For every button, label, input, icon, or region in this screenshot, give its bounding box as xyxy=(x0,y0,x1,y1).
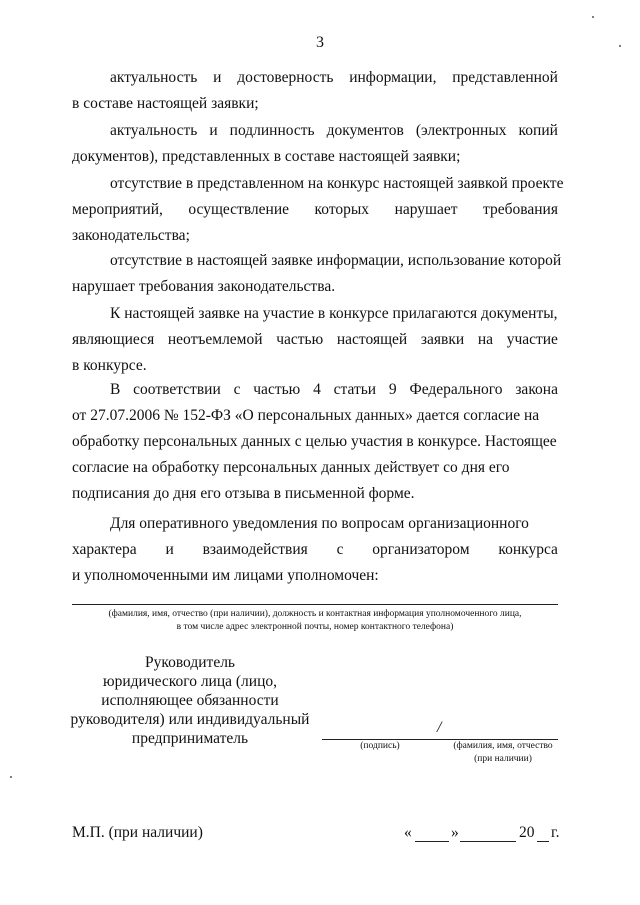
text-run: частью xyxy=(253,381,301,398)
paragraph-line xyxy=(110,304,558,324)
paragraph-line xyxy=(110,251,562,271)
text-run: документов xyxy=(326,122,404,139)
scan-speck xyxy=(619,45,621,47)
date-close-quote: » xyxy=(451,824,459,841)
text-run: которых xyxy=(314,201,370,218)
paragraph-line xyxy=(72,94,558,114)
name-caption-line-2: (при наличии) xyxy=(474,754,532,764)
contact-line xyxy=(72,604,558,605)
text-run: закона xyxy=(515,381,558,398)
paragraph-line xyxy=(72,484,558,504)
text-run: являющиеся xyxy=(72,331,155,348)
text-run: осуществление xyxy=(188,201,290,218)
text-run: копий xyxy=(518,122,558,139)
text-run: характера xyxy=(72,541,137,558)
text-run: конкурса xyxy=(498,541,558,558)
text-run: информации, xyxy=(349,69,437,86)
stamp-label: М.П. (при наличии) xyxy=(72,824,203,841)
text-run: взаимодействия xyxy=(202,541,308,558)
text-run: согласие на обработку персональных данных действует со дня его xyxy=(72,459,510,476)
paragraph-line xyxy=(110,380,558,400)
text-run: соответствии xyxy=(133,381,221,398)
text-run: подлинность xyxy=(229,122,315,139)
text-run: 9 xyxy=(388,381,397,398)
text-run: отсутствие в представленном на конкурс настоящей заявкой проекте xyxy=(110,175,564,192)
text-run: требования xyxy=(483,201,558,218)
text-run: нарушает требования законодательства. xyxy=(72,278,336,295)
text-run: и xyxy=(165,541,174,558)
head-block-line-4: руководителя) или индивидуальный xyxy=(70,711,310,728)
text-run: и уполномоченными им лицами уполномочен: xyxy=(72,567,379,584)
text-run: документов), представленных в составе настоящей заявки; xyxy=(72,148,461,165)
year-prefix: 20 xyxy=(519,824,535,841)
date-month-blank xyxy=(460,841,516,842)
date-open-quote: « xyxy=(404,824,412,841)
paragraph-line xyxy=(72,277,558,297)
text-run: с xyxy=(336,541,344,558)
text-run: отсутствие в настоящей заявке информации, использование которой xyxy=(110,252,562,269)
page-number: 3 xyxy=(316,34,324,51)
paragraph-line xyxy=(110,68,558,88)
paragraph-line xyxy=(72,200,558,220)
text-run: 4 xyxy=(313,381,321,398)
text-run: статьи xyxy=(333,381,377,398)
text-run: актуальность xyxy=(110,69,198,86)
paragraph-line xyxy=(72,356,558,376)
paragraph-line xyxy=(72,330,558,350)
paragraph-line xyxy=(110,174,564,194)
year-suffix: г. xyxy=(551,824,560,841)
text-run: мероприятий, xyxy=(72,201,163,218)
text-run: и xyxy=(213,69,222,86)
text-run: Для оперативного уведомления по вопросам организационного xyxy=(110,515,529,532)
text-run: законодательства; xyxy=(72,227,190,244)
text-run: К настоящей заявке на участие в конкурсе прилагаются документы, xyxy=(110,305,558,322)
text-run: частью xyxy=(276,331,324,348)
text-run: обработку персональных данных с целью участия в конкурсе. Настоящее xyxy=(72,433,557,450)
text-run: неотъемлемой xyxy=(167,331,263,348)
paragraph-line xyxy=(72,226,558,246)
scan-speck xyxy=(10,776,12,778)
signature-caption: (подпись) xyxy=(360,741,400,751)
text-run: представленной xyxy=(452,69,558,86)
text-run: участие xyxy=(506,331,558,348)
paragraph-line xyxy=(110,514,558,534)
text-run: в конкурсе. xyxy=(72,357,147,374)
head-block-line-2: юридического лица (лицо, xyxy=(102,673,278,690)
text-run: нарушает xyxy=(394,201,458,218)
head-block-line-3: исполняющее обязанности xyxy=(101,692,279,709)
paragraph-line xyxy=(110,121,558,141)
text-run: с xyxy=(233,381,241,398)
text-run: актуальность xyxy=(110,122,198,139)
text-run: на xyxy=(477,331,494,348)
text-run: и xyxy=(209,122,218,139)
text-run: достоверность xyxy=(237,69,334,86)
scan-speck xyxy=(592,16,594,18)
text-run: от 27.07.2006 № 152-ФЗ «О персональных данных» дается согласие на xyxy=(72,407,540,424)
text-run: Федерального xyxy=(409,381,503,398)
head-block-line-5: предприниматель xyxy=(131,730,249,747)
contact-caption-line-1: (фамилия, имя, отчество (при наличии), должность и контактная информация уполномоченного лица, xyxy=(108,609,522,619)
name-caption-line-1: (фамилия, имя, отчество xyxy=(453,741,553,751)
text-run: В xyxy=(110,381,121,398)
paragraph-line xyxy=(72,540,558,560)
text-run: заявки xyxy=(420,331,465,348)
text-run: (электронных xyxy=(415,122,507,139)
date-year-blank xyxy=(537,841,549,842)
paragraph-line xyxy=(72,147,558,167)
paragraph-line xyxy=(72,432,558,452)
paragraph-line xyxy=(72,566,558,586)
date-day-blank xyxy=(415,841,449,842)
contact-caption-line-2: в том числе адрес электронной почты, номер контактного телефона) xyxy=(176,622,454,632)
text-run: подписания до дня его отзыва в письменной форме. xyxy=(72,485,415,502)
signature-slash: / xyxy=(437,719,442,736)
text-run: организатором xyxy=(372,541,470,558)
text-run: настоящей xyxy=(336,331,408,348)
text-run: в составе настоящей заявки; xyxy=(72,95,259,112)
head-block-line-1: Руководитель xyxy=(144,654,236,671)
paragraph-line xyxy=(72,458,558,478)
paragraph-line xyxy=(72,406,558,426)
